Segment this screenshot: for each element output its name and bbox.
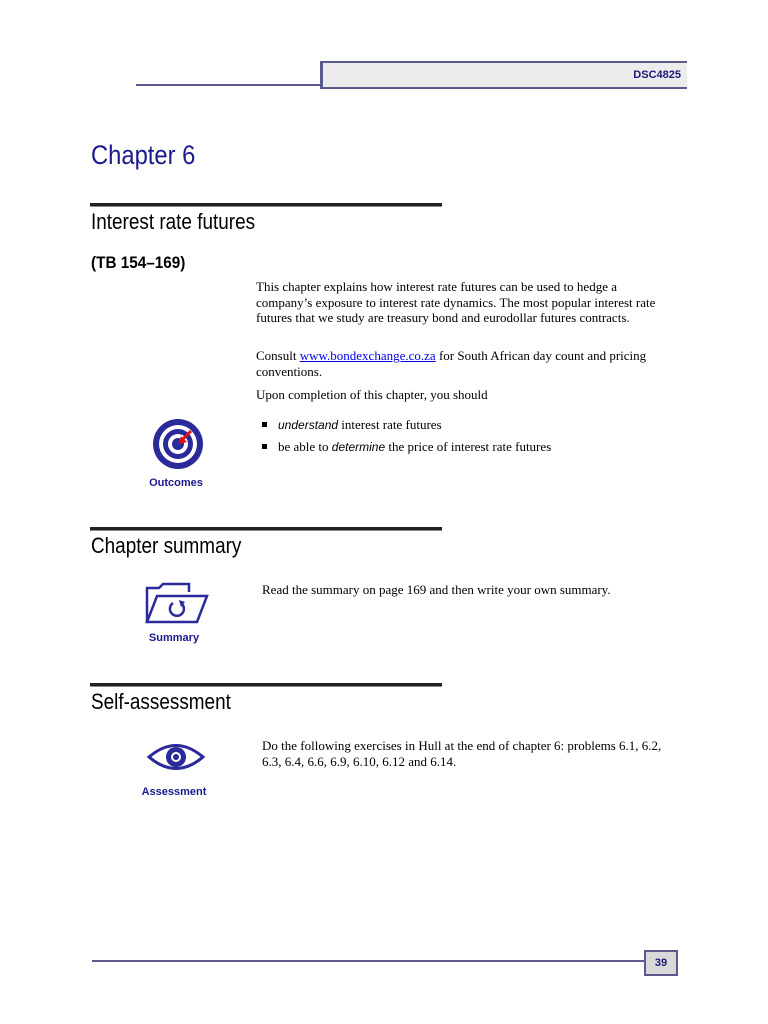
emphasis-text: understand (278, 418, 339, 432)
section-rule (90, 683, 442, 687)
chapter-title: Chapter 6 (91, 140, 196, 170)
outcomes-list (262, 417, 551, 461)
list-item: understand interest rate futures (262, 417, 551, 439)
emphasis-text: determine (331, 440, 386, 454)
eye-icon (146, 740, 206, 774)
section-rule (90, 203, 442, 207)
summary-text: Read the summary on page 169 and then write your own summary. (262, 582, 611, 597)
bondexchange-link[interactable]: www.bondexchange.co.za (299, 348, 436, 363)
course-code: DSC4825 (633, 69, 681, 81)
completion-paragraph: Upon completion of this chapter, you should (256, 387, 488, 402)
section-rule (90, 527, 442, 531)
footer-rule (92, 960, 644, 962)
consult-text-end: for South African day count and pricing conventions. (256, 348, 647, 379)
assessment-heading: Self-assessment (91, 689, 231, 714)
header-rule (136, 84, 322, 86)
consult-paragraph (256, 348, 674, 379)
chapter-subtitle: Interest rate futures (91, 209, 256, 234)
target-icon (150, 417, 206, 471)
assessment-text: Do the following exercises in Hull at the end of chapter 6: problems 6.1, 6.2, 6.3, 6.4, 6.6, 6.9, 6.10, 6.12 and 6.14. (262, 738, 662, 769)
assessment-label: Assessment (141, 786, 207, 798)
summary-label: Summary (148, 632, 200, 644)
list-item: be able to determine the price of interest rate futures (262, 439, 551, 461)
textbook-reference: (TB 154–169) (91, 253, 186, 272)
intro-paragraph: This chapter explains how interest rate futures can be used to hedge a company’s exposure to interest rate dynamics. The most popular interest rate futures that we study are treasury bond and eurodollar futures contracts. (256, 279, 656, 325)
header-box (320, 61, 687, 89)
folder-icon (143, 582, 209, 626)
consult-text: Consult (256, 348, 300, 363)
outcomes-label: Outcomes (149, 477, 203, 489)
page-number: 39 (644, 950, 678, 976)
summary-heading: Chapter summary (91, 533, 242, 558)
